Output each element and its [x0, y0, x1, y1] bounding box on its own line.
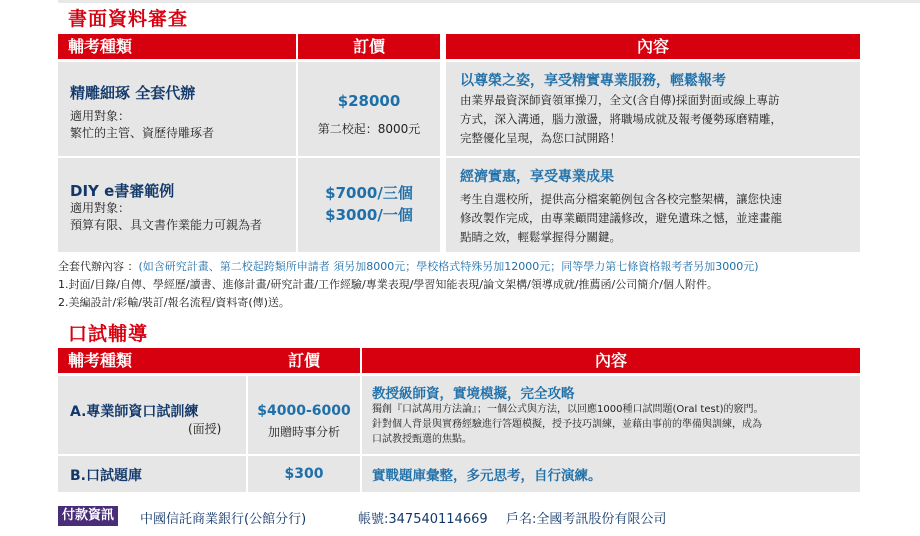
rowB-content-cell: [362, 456, 860, 492]
content-line: 完整優化呈現，為您口試開路！: [460, 131, 621, 145]
content-line: 由業界最資深師資領軍操刀，全文(含自傳)採面對面或線上專訪: [460, 93, 780, 107]
note-surcharge: (如含研究計畫、第二校起跨類所申請者 須另加8000元；學校格式特殊另加12000元；同等學力第七條資格報考者另加3000元): [138, 260, 759, 273]
product-name: DIY e書審範例: [70, 182, 175, 200]
content-line: 口試教授甄選的焦點。: [372, 434, 472, 445]
header-content: 內容: [362, 348, 860, 373]
target-label: 適用對象：: [70, 109, 131, 123]
content-line: 點睛之效，輕鬆掌握得分關鍵。: [460, 230, 621, 244]
note-line-3: 2.美編設計/彩輸/裝訂/報名流程/資料寄(傳)送。: [58, 296, 290, 309]
section-title-document-review: 書面資料審查: [68, 8, 189, 30]
content-title: 實戰題庫彙整，多元思考，自行演練。: [372, 468, 602, 484]
header-content: 內容: [446, 34, 860, 59]
content-line: 獨創『口試萬用方法論』；一個公式與方法，以回應1000種口試問題(Oral test)的竅門。: [372, 404, 764, 415]
content-line: 針對個人背景與實務經驗進行答題模擬，授予技巧訓練，並藉由事前的準備與訓練，成為: [372, 419, 762, 430]
row1-price-cell: [298, 62, 440, 156]
top-divider: [58, 0, 920, 3]
row2-category-cell: [58, 158, 296, 252]
payment-bank: 中國信託商業銀行(公館分行): [140, 512, 307, 527]
product-name: 精雕細琢 全套代辦: [70, 84, 196, 102]
target-label: 適用對象：: [70, 201, 131, 215]
payment-account: 帳號:347540114669: [358, 512, 488, 527]
content-body: [372, 402, 858, 447]
price-value: $7000/三個: [325, 184, 413, 202]
price-note: 第二校起：8000元: [317, 122, 421, 136]
row1-content-cell: [446, 62, 860, 156]
content-line: 修改製作完成，由專業顧問建議修改，避免遺珠之憾，並達畫龍: [460, 211, 782, 225]
content-title: 教授級師資，實境模擬，完全攻略: [372, 386, 575, 402]
header-category: 輔考種類: [58, 348, 256, 373]
payment-holder: 戶名:全國考訊股份有限公司: [506, 512, 667, 527]
product-name: A.專業師資口試訓練: [70, 404, 199, 420]
price-value: $28000: [337, 92, 401, 110]
rowA-price-cell: [248, 376, 360, 454]
content-title: 以尊榮之姿，享受精實專業服務，輕鬆報考: [460, 73, 726, 89]
rowB-category-cell: [58, 456, 246, 492]
content-title: 經濟實惠，享受專業成果: [460, 169, 614, 185]
payment-badge: 付款資訊: [58, 506, 118, 526]
content-body: [460, 91, 856, 148]
content-body: [460, 190, 856, 247]
product-name: B.口試題庫: [70, 468, 142, 484]
price-value: $3000/一個: [325, 206, 413, 224]
header-price: 訂價: [298, 34, 440, 59]
content-line: 方式，深入溝通，腦力激盪，將職場成就及報考優勢琢磨精雕，: [460, 112, 782, 126]
price-value: $4000-6000: [257, 403, 351, 419]
rowB-price-cell: [248, 456, 360, 492]
price-note: 加贈時事分析: [267, 425, 340, 439]
row2-content-cell: [446, 158, 860, 252]
target-text: 預算有限、具文書作業能力可親為者: [70, 218, 263, 232]
header-price: 訂價: [248, 348, 360, 373]
header-category: 輔考種類: [58, 34, 296, 59]
rowA-content-cell: [362, 376, 860, 454]
target-text: 繁忙的主管、資歷待雕琢者: [70, 126, 215, 140]
content-line: 考生自選校所，提供高分檔案範例包含各校完整架構，讓您快速: [460, 192, 782, 206]
note-prefix: 全套代辦內容 ：: [58, 260, 139, 273]
note-line-2: 1.封面/目錄/自傳、學經歷/讀書、進修計畫/研究計畫/工作經驗/專業表現/學習知能表現/論文架構/領導成就/推薦函/公司簡介/個人附件。: [58, 278, 718, 291]
product-note: (面授): [188, 422, 222, 436]
section-title-interview-coaching: 口試輔導: [68, 323, 149, 345]
note-line-1: [58, 258, 759, 274]
row1-category-cell: [58, 62, 296, 156]
row2-price-cell: [298, 158, 440, 252]
rowA-category-cell: [58, 376, 246, 454]
price-value: $300: [284, 466, 324, 482]
